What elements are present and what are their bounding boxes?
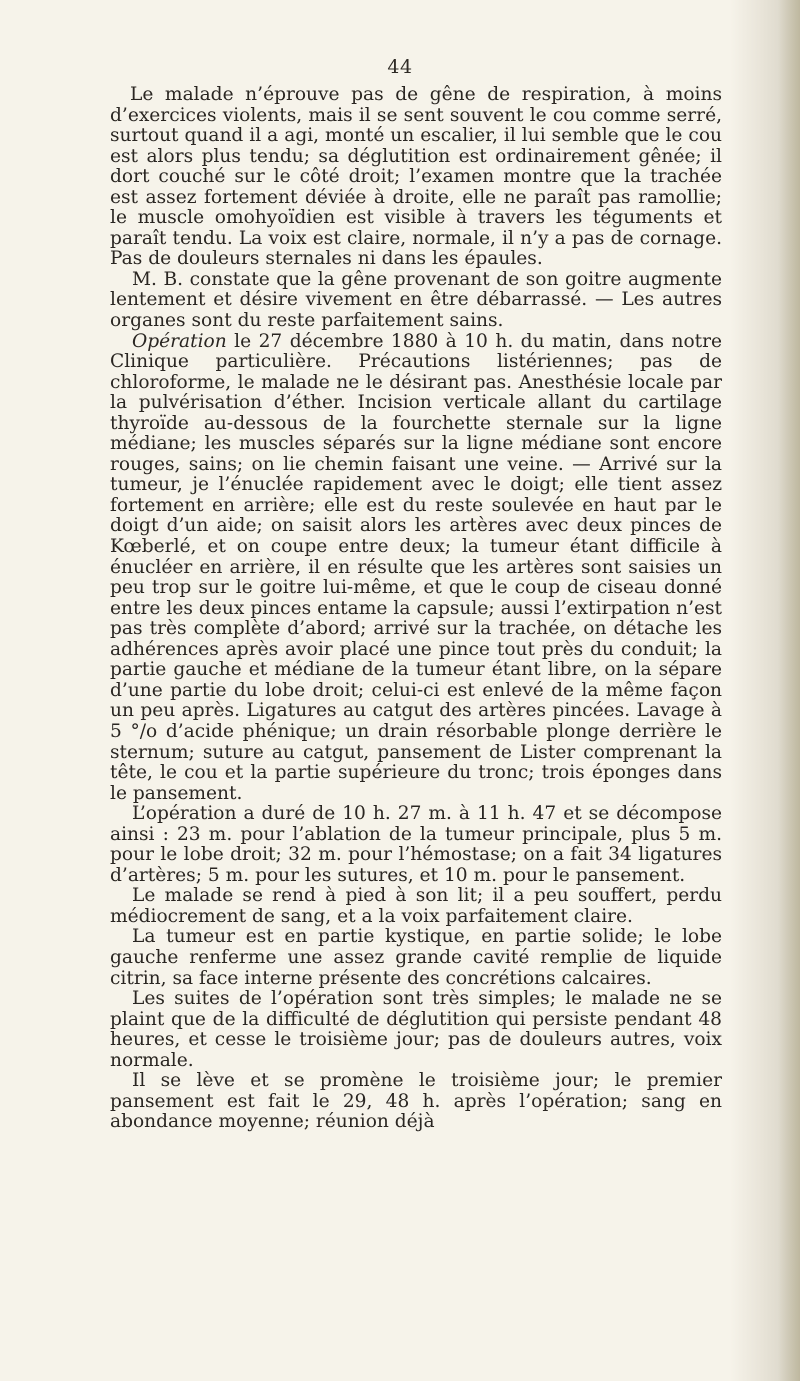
operation-lead-word: Opération [132, 330, 227, 352]
page-edge-shadow [778, 0, 800, 1381]
paragraph-symptoms: Le malade n’éprouve pas de gêne de respiration, à moins d’exercices violents, mais il se sent souvent le cou comme serré, surtout quand il a agi, monté un escalier, il lui semble que le cou est alors plus tendu; sa déglutition est ordinairement gênée; il dort couché sur le côté droit; l’examen montre que la trachée est assez fortement déviée à droite, elle ne paraît pas ramollie; le muscle omohyoïdien est visible à travers les téguments et paraît tendu. La voix est claire, normale, il n’y a pas de cornage. Pas de douleurs sternales ni dans les épaules. [110, 84, 722, 270]
paragraph-operation [110, 332, 722, 805]
paragraph-recovery: Les suites de l’opération sont très simples; le malade ne se plaint que de la difficulté de déglutition qui persiste pendant 48 heures, et cesse le troisième jour; pas de douleurs autres, voix normale. [110, 988, 722, 1071]
page-number: 44 [387, 56, 413, 78]
paragraph-patient-request: M. B. constate que la gêne provenant de son goitre augmente lentement et désire vivement en être débarrassé. — Les autres organes sont du reste parfaitement sains. [110, 268, 722, 332]
body-text [110, 85, 722, 1133]
operation-text: le 27 décembre 1880 à 10 h. du matin, dans notre Clinique particulière. Précautions listériennes; pas de chloroforme, le malade ne le désirant pas. Anesthésie locale par la pulvérisation d’éther. Incision verticale allant du cartilage thyroïde au-dessous de la fourchette sternale sur la ligne médiane; les muscles séparés sur la ligne médiane sont encore rouges, sains; on lie chemin faisant une veine. — Arrivé sur la tumeur, je l’énuclée rapidement avec le doigt; elle tient assez fortement en arrière; elle est du reste soulevée en haut par le doigt d’un aide; on saisit alors les artères avec deux pinces de Kœberlé, et on coupe entre deux; la tumeur étant difficile à énucléer en arrière, il en résulte que les artères sont saisies un peu trop sur le goitre lui-même, et que le coup de ciseau donné entre les deux pinces entame la capsule; aussi l’extirpation n’est pas très complète d’abord; arrivé sur la trachée, on détache les adhérences après avoir placé une pince tout près du conduit; la partie gauche et médiane de la tumeur étant libre, on la sépare d’une partie du lobe droit; celui-ci est enlevé de la même façon un peu après. Ligatures au catgut des artères pincées. Lavage à 5 °/o d’acide phénique; un drain résorbable plonge derrière le sternum; suture au catgut, pansement de Lister comprenant la tête, le cou et la partie supérieure du tronc; trois éponges dans le pansement. [110, 330, 722, 804]
paragraph-post-op: Le malade se rend à pied à son lit; il a peu souffert, perdu médiocrement de sang, et a la voix parfaitement claire. [110, 885, 722, 927]
paragraph-dressing: Il se lève et se promène le troisième jour; le premier pansement est fait le 29, 48 h. après l’opération; sang en abondance moyenne; réunion déjà [110, 1070, 722, 1133]
paragraph-duration: L’opération a duré de 10 h. 27 m. à 11 h. 47 et se décompose ainsi : 23 m. pour l’ablation de la tumeur principale, plus 5 m. pour le lobe droit; 32 m. pour l’hémostase; on a fait 34 ligatures d’artères; 5 m. pour les sutures, et 10 m. pour le pansement. [110, 803, 722, 886]
paragraph-tumor: La tumeur est en partie kystique, en partie solide; le lobe gauche renferme une assez grande cavité remplie de liquide citrin, sa face interne présente des concrétions calcaires. [110, 926, 722, 989]
